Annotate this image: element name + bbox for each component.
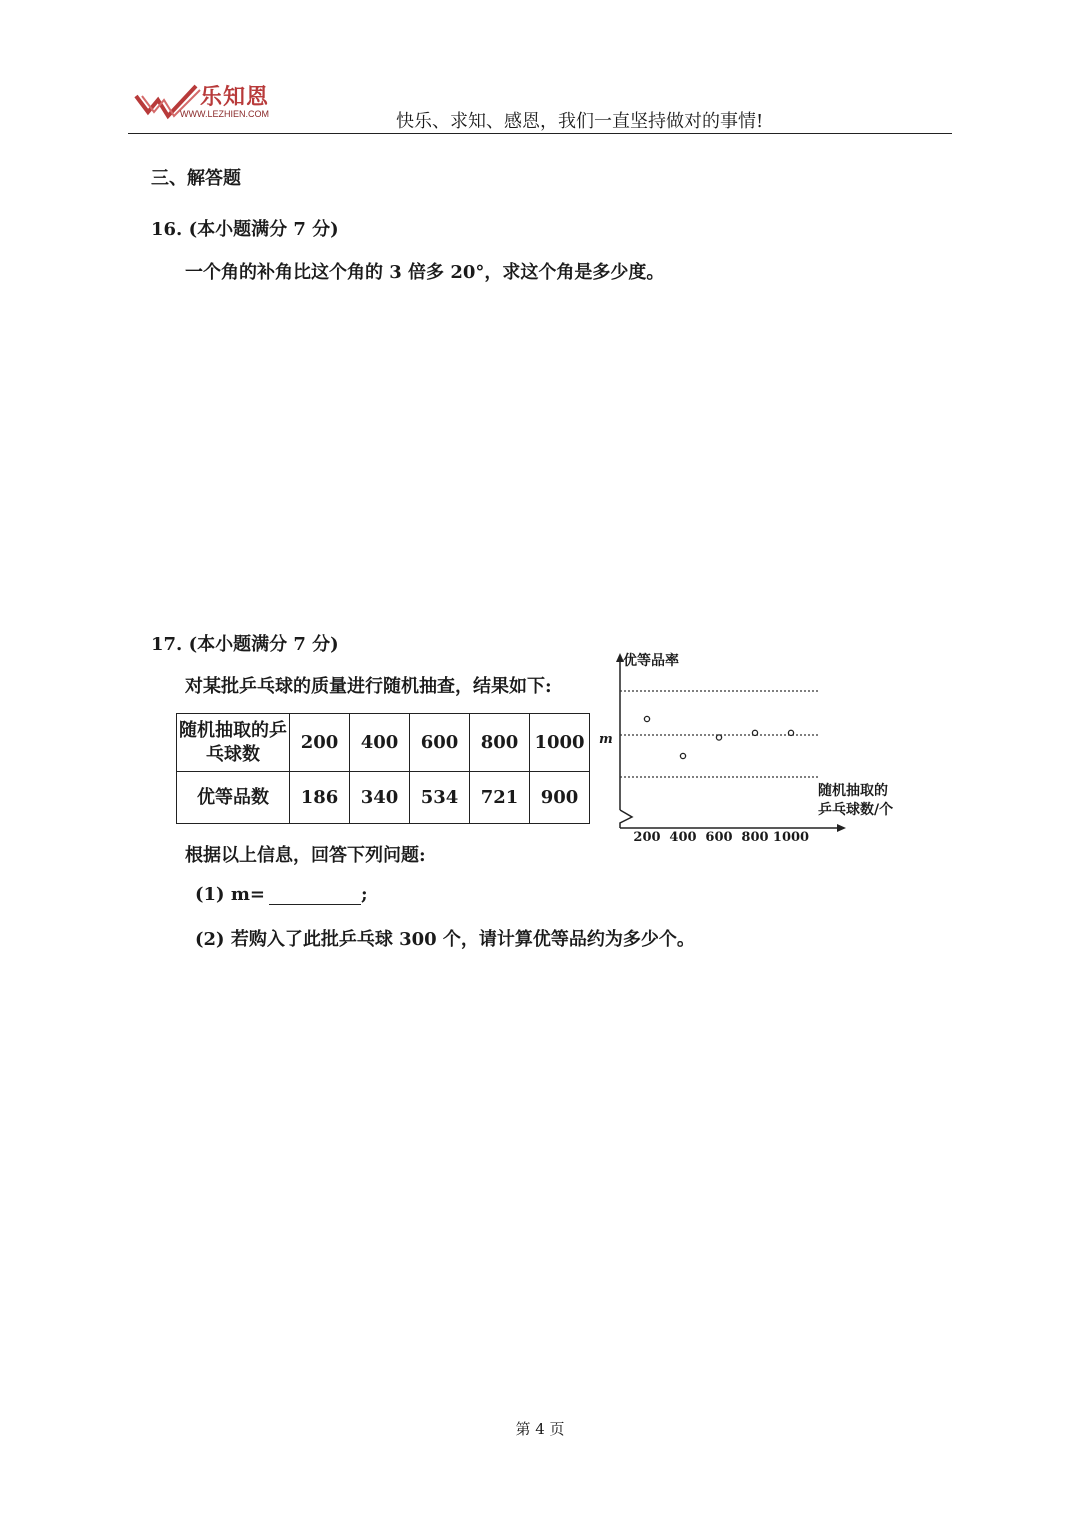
x-tick-label: 200 [633,830,661,845]
y-axis-label: 优等品率 [623,653,679,669]
table-cell: 600 [410,714,470,772]
section-title: 三、解答题 [151,168,241,189]
answer-blank[interactable] [269,886,361,905]
question-17-part2: (2) 若购入了此批乒乓球 300 个，请计算优等品约为多少个。 [195,929,695,950]
table-row [177,772,590,824]
table-cell: 400 [350,714,410,772]
table-cell: 340 [350,772,410,824]
table-cell: 200 [290,714,350,772]
page-number: 第 4 页 [515,1420,565,1438]
table-cell: 721 [470,772,530,824]
question-17-part1 [195,884,368,905]
axis-break-icon [620,810,632,828]
row-header-good: 优等品数 [177,772,290,824]
data-point [680,753,685,758]
logo-url: WWW.LEZHIEN.COM [180,109,269,119]
table-cell: 900 [530,772,590,824]
data-point [644,716,649,721]
question-16-text: 一个角的补角比这个角的 3 倍多 20°，求这个角是多少度。 [185,262,665,283]
table-cell: 1000 [530,714,590,772]
part1-label: (1) m= [195,884,265,905]
x-axis-label-line2: 乒乓球数/个 [818,802,894,818]
data-point [752,730,757,735]
question-17-prompt: 根据以上信息，回答下列问题: [185,845,426,866]
data-table [176,713,590,824]
data-point [788,730,793,735]
table-row [177,714,590,772]
logo-text: 乐知恩 [200,85,270,110]
x-tick-label: 800 [741,830,769,845]
x-tick-label: 600 [705,830,733,845]
question-17-intro: 对某批乒乓球的质量进行随机抽查，结果如下: [185,676,552,697]
question-16-title: 16. (本小题满分 7 分) [151,219,339,240]
x-tick-label: 1000 [772,830,810,845]
quality-rate-chart [590,645,920,850]
part1-end: ; [360,884,368,905]
table-cell: 186 [290,772,350,824]
header-divider [128,133,952,134]
data-point [716,735,721,740]
table-cell: 800 [470,714,530,772]
question-17-title: 17. (本小题满分 7 分) [151,634,339,655]
x-axis-label-line1: 随机抽取的 [818,783,888,799]
row-header-samples: 随机抽取的乒乓球数 [177,714,290,772]
header-slogan: 快乐、求知、感恩，我们一直坚持做对的事情! [396,111,764,132]
x-tick-label: 400 [669,830,697,845]
table-cell: 534 [410,772,470,824]
x-arrow-icon [837,824,846,832]
m-label: m [599,732,613,747]
